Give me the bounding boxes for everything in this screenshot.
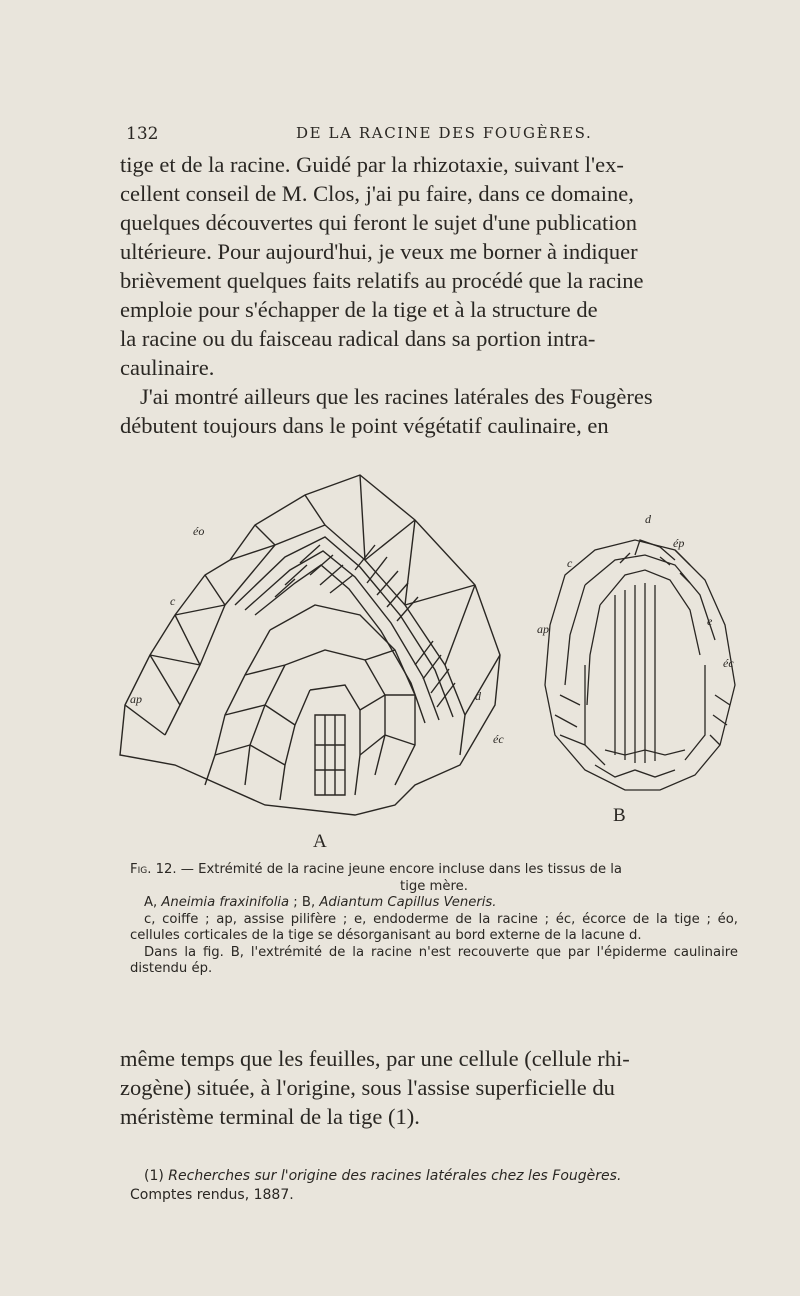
text-line: ultérieure. Pour aujourd'hui, je veux me borner à indiquer	[120, 239, 638, 264]
figure-label-b: B	[613, 805, 626, 826]
caption-title-part1: — Extrémité de la racine jeune encore incluse dans les tissus de la	[176, 862, 623, 877]
text-line: tige et de la racine. Guidé par la rhizotaxie, suivant l'ex-	[120, 152, 624, 177]
figure-label-a: A	[313, 831, 327, 852]
text-line: quelques découvertes qui feront le sujet d'une publication	[120, 210, 638, 235]
text-line: débutent toujours dans le point végétatif caulinaire, en	[120, 413, 609, 438]
annotation-c: c	[170, 594, 176, 608]
text-line: cellent conseil de M. Clos, j'ai pu faire, dans ce domaine,	[120, 181, 634, 206]
text-line: zogène) située, à l'origine, sous l'assise superficielle du	[120, 1075, 615, 1100]
annotation-b-c: c	[567, 556, 573, 570]
root-tip-illustration	[115, 465, 745, 855]
text-line: J'ai montré ailleurs que les racines latérales des Fougères	[140, 384, 653, 409]
footnote	[130, 1167, 738, 1205]
caption-species-a: Aneimia fraxinifolia	[161, 895, 290, 910]
caption-species-sep: ; B,	[289, 895, 320, 910]
running-header	[118, 118, 718, 148]
figure-12	[115, 465, 745, 855]
text-line: brièvement quelques faits relatifs au procédé que la racine	[120, 268, 644, 293]
annotation-eo: éo	[193, 524, 205, 538]
drawing-a	[120, 475, 500, 815]
footnote-marker: (1)	[144, 1168, 169, 1184]
footnote-line	[130, 1167, 738, 1186]
footnote-title: Recherches sur l'origine des racines latérales chez les Fougères.	[168, 1168, 622, 1184]
running-title: DE LA RACINE DES FOUGÈRES.	[296, 124, 593, 142]
paragraph-2	[120, 1044, 744, 1131]
annotation-ap: ap	[130, 692, 142, 706]
annotation-d: d	[475, 689, 481, 703]
caption-note: Dans la fig. B, l'extrémité de la racine n'est recouverte que par l'épiderme caulinaire distendu ép.	[130, 944, 738, 976]
caption-fig-number: Fig. 12.	[130, 862, 177, 877]
paragraph-1	[120, 150, 744, 440]
footnote-source: Comptes rendus, 1887.	[130, 1187, 294, 1203]
annotation-b-ap: ap	[537, 622, 549, 636]
annotation-b-d: d	[645, 512, 651, 526]
annotation-b-e: e	[707, 614, 713, 628]
text-line: emploie pour s'échapper de la tige et à la structure de	[120, 297, 598, 322]
caption-species-a-prefix: A,	[144, 895, 162, 910]
annotation-ec: éc	[493, 732, 504, 746]
caption-legend: c, coiffe ; ap, assise pilifère ; e, endoderme de la racine ; éc, écorce de la tige ; éo, cellules corticales de la tige se désorganisant au bord externe de la lacune d.	[130, 911, 738, 943]
page-number: 132	[126, 124, 159, 144]
caption-title-part2: tige mère.	[400, 878, 468, 894]
drawing-b	[545, 540, 735, 790]
caption-species-b: Adiantum Capillus Veneris.	[319, 895, 497, 910]
text-line: caulinaire.	[120, 355, 215, 380]
annotation-b-ep: ép	[673, 536, 685, 550]
text-line: méristème terminal de la tige (1).	[120, 1104, 420, 1129]
caption-species	[130, 895, 738, 912]
caption-title	[130, 862, 738, 879]
annotation-b-ec: éc	[723, 656, 734, 670]
text-line: même temps que les feuilles, par une cellule (cellule rhi-	[120, 1046, 630, 1071]
figure-caption	[130, 862, 738, 978]
text-line: la racine ou du faisceau radical dans sa portion intra-	[120, 326, 596, 351]
